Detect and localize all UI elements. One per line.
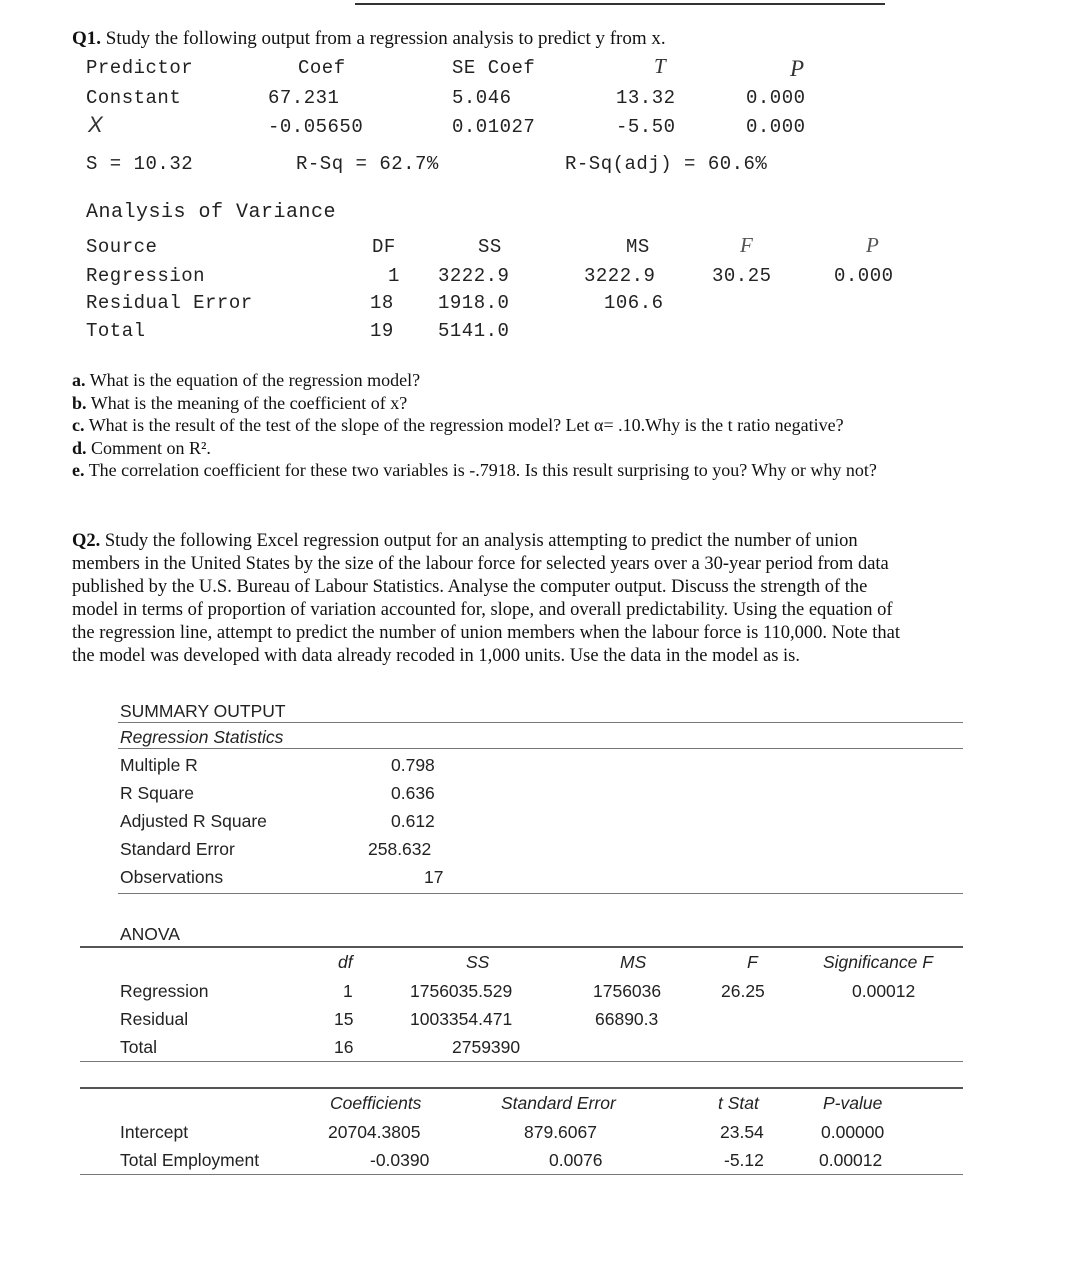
question-a	[72, 369, 877, 392]
q2-label: Q2.	[72, 531, 101, 551]
fit-s: S = 10.32	[86, 153, 194, 175]
anova-cell: 66890.3	[595, 1009, 659, 1029]
anova-res-df: 18	[370, 292, 394, 314]
stat-label: Multiple R	[120, 755, 198, 775]
coef-row-label: Intercept	[120, 1122, 189, 1142]
coef-header: Coef	[298, 57, 346, 79]
anova-ms-col: MS	[620, 952, 647, 972]
anova-row-label: Total	[120, 1037, 157, 1057]
anova-cell: 16	[334, 1037, 354, 1057]
q1-title	[72, 28, 666, 50]
coef-cell: 20704.3805	[328, 1122, 421, 1142]
q2-line: published by the U.S. Bureau of Labour Statistics. Analyse the computer output. Discuss the strength of the	[72, 577, 868, 597]
question-text: What is the meaning of the coefficient of x?	[90, 392, 408, 413]
coef-cell: -5.12	[724, 1150, 764, 1170]
question-c	[72, 414, 877, 437]
divider	[80, 946, 963, 948]
anova-ss-col: SS	[466, 952, 490, 972]
anova-cell: 1756036	[593, 981, 662, 1001]
divider	[118, 722, 963, 723]
divider	[80, 1174, 963, 1175]
divider	[80, 1087, 963, 1089]
regression-statistics-title: Regression Statistics	[120, 727, 284, 747]
p-header: P	[790, 56, 805, 81]
question-label: b.	[72, 392, 87, 413]
q1-title-text: Study the following output from a regression analysis to predict y from x.	[105, 28, 666, 49]
question-d	[72, 437, 877, 460]
q1-questions	[72, 369, 877, 482]
tstat-col: t Stat	[718, 1093, 759, 1113]
anova-total-ss: 5141.0	[438, 320, 510, 342]
cell-constant-coef: 67.231	[268, 87, 340, 109]
question-b	[72, 392, 877, 415]
anova-row-label: Regression	[120, 981, 209, 1001]
anova-title: Analysis of Variance	[86, 201, 337, 224]
cell-x-t: -5.50	[616, 116, 676, 138]
anova-source-header: Source	[86, 236, 158, 258]
anova-cell: 1	[343, 981, 353, 1001]
cell-constant-p: 0.000	[746, 87, 806, 109]
anova-cell: 15	[334, 1009, 354, 1029]
stat-value: 0.636	[391, 783, 435, 803]
anova-reg-df: 1	[388, 265, 400, 287]
coef-cell: 0.00012	[819, 1150, 883, 1170]
anova-row-label: Residual	[120, 1009, 189, 1029]
anova-ms-header: MS	[626, 236, 650, 258]
anova-reg-p: 0.000	[834, 265, 894, 287]
stat-value: 258.632	[368, 839, 432, 859]
stat-label: Adjusted R Square	[120, 811, 267, 831]
q2-line: the regression line, attempt to predict the number of union members when the labour force is 110,000. Note that	[72, 623, 900, 643]
stat-label: Observations	[120, 867, 224, 887]
q2-paragraph	[72, 530, 1012, 668]
anova-f-col: F	[747, 952, 758, 972]
cell-constant-se: 5.046	[452, 87, 512, 109]
coef-cell: -0.0390	[370, 1150, 430, 1170]
divider	[118, 893, 963, 894]
anova-res-ms: 106.6	[604, 292, 664, 314]
question-label: e.	[72, 460, 85, 480]
anova-row-regression: Regression	[86, 265, 206, 287]
divider	[80, 1061, 963, 1062]
anova-cell: 0.00012	[852, 981, 916, 1001]
question-text: The correlation coefficient for these two variables is -.7918. Is this result surprising to you? Why or why not?	[88, 460, 877, 480]
question-label: c.	[72, 415, 85, 435]
divider	[118, 748, 963, 749]
coef-cell: 0.00000	[821, 1122, 885, 1142]
stat-value: 0.798	[391, 755, 435, 775]
q2-line	[72, 530, 1012, 553]
stat-label: R Square	[120, 783, 194, 803]
anova-row-total: Total	[86, 320, 146, 342]
anova-total-df: 19	[370, 320, 394, 342]
anova-res-ss: 1918.0	[438, 292, 510, 314]
cell-constant: Constant	[86, 87, 182, 109]
anova-ss-header: SS	[478, 236, 502, 258]
anova-reg-f: 30.25	[712, 265, 772, 287]
q2-line-text: Study the following Excel regression output for an analysis attempting to predict the number of union	[104, 531, 858, 551]
coef-cell: 23.54	[720, 1122, 764, 1142]
question-text: What is the result of the test of the slope of the regression model? Let α= .10.Why is the t ratio negative?	[88, 415, 844, 435]
question-text: What is the equation of the regression model?	[89, 370, 421, 390]
predictor-header: Predictor	[86, 57, 194, 79]
t-header: T	[654, 54, 666, 78]
anova-p-header: P	[866, 233, 879, 257]
q2-line: the model was developed with data already recoded in 1,000 units. Use the data in the model as is.	[72, 646, 800, 666]
cell-x: X	[88, 112, 103, 137]
cell-x-p: 0.000	[746, 116, 806, 138]
coef-row-label: Total Employment	[120, 1150, 260, 1170]
cell-constant-t: 13.32	[616, 87, 676, 109]
cell-x-se: 0.01027	[452, 116, 536, 138]
question-label: a.	[72, 370, 86, 390]
stat-label: Standard Error	[120, 839, 235, 859]
q1-label: Q1.	[72, 28, 102, 49]
anova-df-header: DF	[372, 236, 396, 258]
anova-row-residual: Residual Error	[86, 292, 253, 314]
top-divider	[355, 0, 885, 5]
se-coef-header: SE Coef	[452, 57, 536, 79]
summary-title: SUMMARY OUTPUT	[120, 701, 286, 721]
anova-df-col: df	[338, 952, 353, 972]
pvalue-col: P-value	[823, 1093, 883, 1113]
se-col: Standard Error	[501, 1093, 616, 1113]
anova-f-header: F	[740, 233, 753, 257]
question-text: Comment on R².	[91, 437, 211, 458]
cell-x-coef: -0.05650	[268, 116, 364, 138]
anova-cell: 26.25	[721, 981, 765, 1001]
anova-sig-f-col: Significance F	[823, 952, 933, 972]
anova-reg-ms: 3222.9	[584, 265, 656, 287]
q2-line: members in the United States by the size of the labour force for selected years over a 30-year period from data	[72, 554, 889, 574]
q2-line: model in terms of proportion of variation accounted for, slope, and overall predictability. Using the equation of	[72, 600, 893, 620]
anova-cell: 1756035.529	[410, 981, 513, 1001]
coef-cell: 0.0076	[549, 1150, 603, 1170]
anova-cell: 1003354.471	[410, 1009, 513, 1029]
anova-section-title: ANOVA	[120, 924, 180, 944]
stat-value: 17	[424, 867, 444, 887]
anova-cell: 2759390	[452, 1037, 521, 1057]
question-e	[72, 459, 877, 482]
fit-rsq: R-Sq = 62.7%	[296, 153, 439, 175]
coef-col: Coefficients	[330, 1093, 422, 1113]
coef-cell: 879.6067	[524, 1122, 597, 1142]
question-label: d.	[72, 437, 87, 458]
fit-rsq-adj: R-Sq(adj) = 60.6%	[565, 153, 768, 175]
stat-value: 0.612	[391, 811, 435, 831]
anova-reg-ss: 3222.9	[438, 265, 510, 287]
